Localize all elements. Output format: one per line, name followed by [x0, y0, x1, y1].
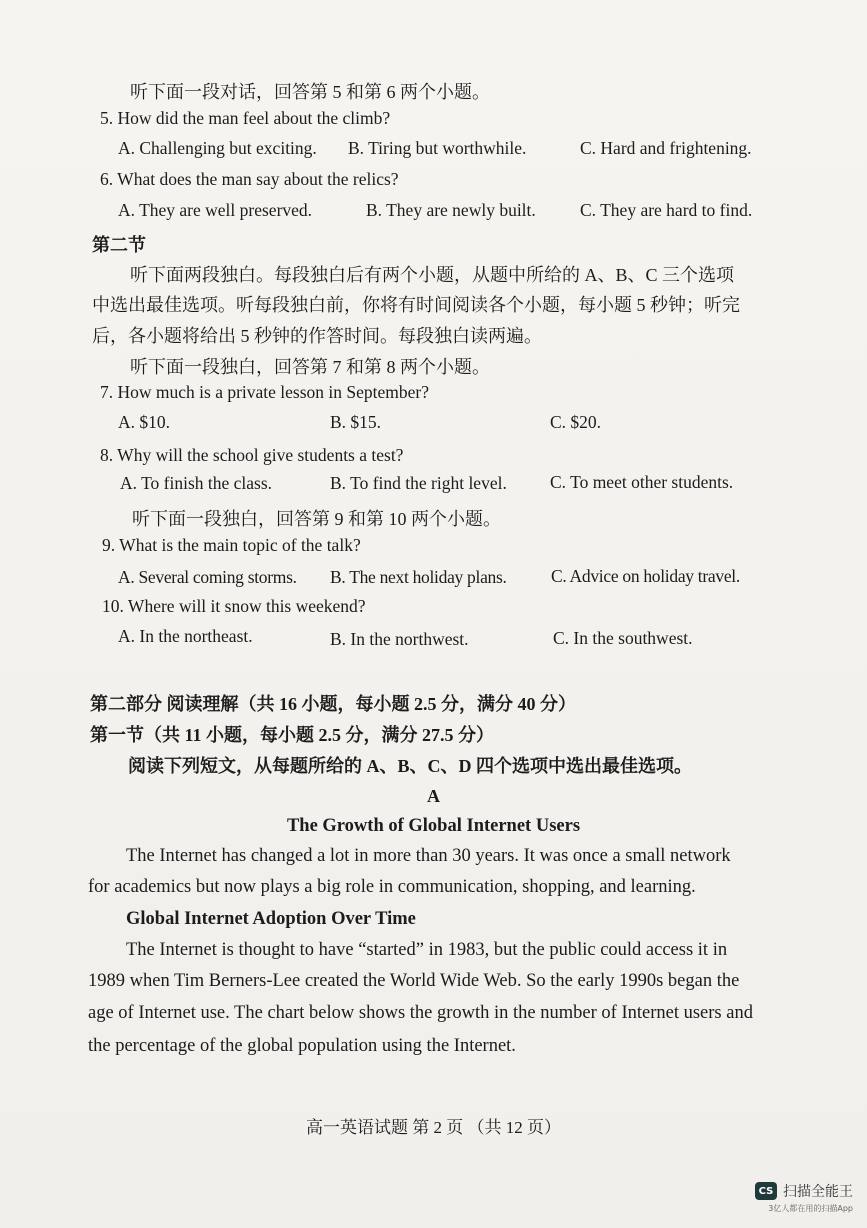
passage-letter: A	[427, 786, 440, 806]
question-7-option-b: B. $15.	[330, 412, 382, 432]
part-2-section-1-title: 第一节（共 11 小题，每小题 2.5 分，满分 27.5 分）	[90, 725, 495, 745]
question-5-stem: 5. How did the man feel about the climb?	[100, 108, 391, 128]
question-6-option-c: C. They are hard to find.	[580, 200, 753, 220]
section-2-instructions-line-3: 后，各小题将给出 5 秒钟的作答时间。每段独白读两遍。	[92, 326, 542, 346]
question-8-stem: 8. Why will the school give students a test?	[100, 445, 404, 465]
question-6-option-a: A. They are well preserved.	[118, 200, 313, 220]
part-2-title: 第二部分 阅读理解（共 16 小题，每小题 2.5 分，满分 40 分）	[90, 694, 576, 714]
monologue-intro-q7-8: 听下面一段独白，回答第 7 和第 8 两个小题。	[130, 357, 490, 377]
question-7-option-c: C. $20.	[550, 412, 602, 432]
question-10-option-a: A. In the northeast.	[118, 626, 253, 646]
question-8-option-b: B. To find the right level.	[330, 473, 507, 493]
subheading: Global Internet Adoption Over Time	[126, 909, 416, 929]
passage-title: The Growth of Global Internet Users	[286, 816, 581, 836]
paragraph-1-line-1: The Internet has changed a lot in more than 30 years. It was once a small network	[126, 846, 731, 866]
paragraph-1-line-2: for academics but now plays a big role in communication, shopping, and learning.	[88, 877, 696, 897]
question-10-option-b: B. In the northwest.	[330, 629, 469, 649]
section-2-title: 第二节	[92, 235, 146, 255]
paragraph-2-line-2: 1989 when Tim Berners-Lee created the World Wide Web. So the early 1990s began the	[88, 971, 740, 991]
scanner-watermark	[755, 1181, 853, 1214]
question-7-stem: 7. How much is a private lesson in September?	[100, 382, 430, 402]
scanner-tagline: 3亿人都在用的扫描App	[768, 1204, 853, 1213]
question-7-option-a: A. $10.	[118, 412, 171, 432]
question-10-stem: 10. Where will it snow this weekend?	[102, 596, 366, 616]
question-8-option-a: A. To finish the class.	[120, 473, 273, 493]
question-8-option-c: C. To meet other students.	[550, 472, 734, 492]
question-5-option-b: B. Tiring but worthwhile.	[348, 138, 527, 158]
question-5-option-a: A. Challenging but exciting.	[118, 138, 317, 158]
question-6-option-b: B. They are newly built.	[366, 200, 536, 220]
question-9-option-c: C. Advice on holiday travel.	[551, 566, 740, 586]
paragraph-2-line-4: the percentage of the global population using the Internet.	[88, 1036, 516, 1056]
question-9-option-a: A. Several coming storms.	[118, 567, 297, 587]
question-9-stem: 9. What is the main topic of the talk?	[102, 535, 361, 555]
dialogue-intro-q5-6: 听下面一段对话，回答第 5 和第 6 两个小题。	[130, 82, 490, 102]
scanner-app-name: 扫描全能王	[783, 1184, 853, 1200]
question-9-option-b: B. The next holiday plans.	[330, 567, 507, 587]
section-2-instructions-line-1: 听下面两段独白。每段独白后有两个小题，从题中所给的 A、B、C 三个选项	[130, 265, 735, 285]
section-2-instructions-line-2: 中选出最佳选项。听每段独白前，你将有时间阅读各个小题，每小题 5 秒钟；听完	[92, 295, 740, 315]
question-10-option-c: C. In the southwest.	[553, 628, 693, 648]
monologue-intro-q9-10: 听下面一段独白，回答第 9 和第 10 两个小题。	[132, 509, 501, 529]
paragraph-2-line-3: age of Internet use. The chart below shows the growth in the number of Internet users and	[88, 1003, 753, 1023]
paragraph-2-line-1: The Internet is thought to have “started” in 1983, but the public could access it in	[126, 940, 728, 960]
camscanner-logo-icon: CS	[755, 1182, 777, 1200]
page-footer: 高一英语试题 第 2 页 （共 12 页）	[306, 1118, 561, 1137]
question-6-stem: 6. What does the man say about the relics?	[100, 169, 399, 189]
question-5-option-c: C. Hard and frightening.	[580, 138, 752, 158]
reading-instructions: 阅读下列短文，从每题所给的 A、B、C、D 四个选项中选出最佳选项。	[128, 756, 692, 776]
